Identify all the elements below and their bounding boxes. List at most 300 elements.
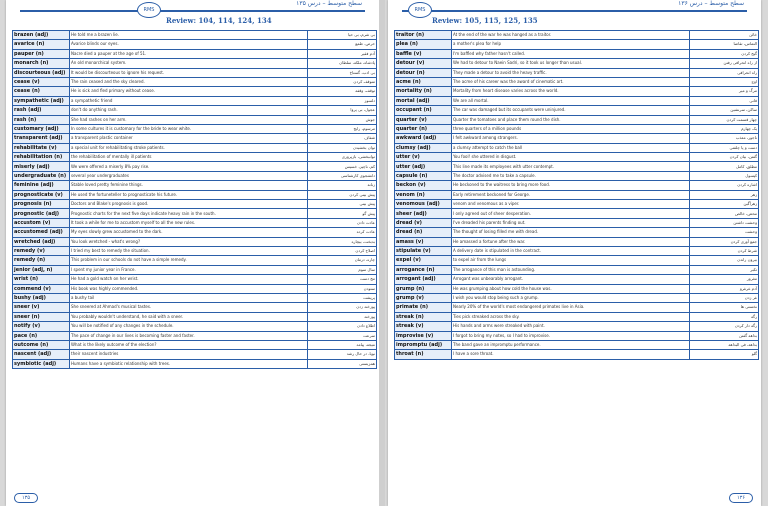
persian-meaning: گفتن، بیان کردن	[690, 153, 759, 162]
example-sentence: Early retirement beckoned for George.	[452, 190, 690, 199]
persian-meaning: کم، ناچیز، خسیس	[308, 162, 377, 171]
example-sentence: a clumsy attempt to catch the ball	[452, 143, 690, 152]
persian-meaning: بدبخت، بیچاره	[308, 237, 377, 246]
persian-meaning: پرپشت	[308, 293, 377, 302]
example-sentence: I have a sore throat.	[452, 350, 690, 359]
persian-meaning: غر زدن	[690, 293, 759, 302]
table-row	[395, 284, 759, 293]
persian-meaning: زهرآگین	[690, 200, 759, 209]
vocab-word: bushy (adj)	[13, 293, 70, 302]
table-row	[13, 162, 377, 171]
example-sentence: their nascent industries	[70, 350, 308, 359]
example-sentence: The thought of losing filled me with dread.	[452, 228, 690, 237]
table-row	[395, 200, 759, 209]
table-row	[395, 49, 759, 58]
example-sentence: He is sick and fled primary without cease.	[70, 87, 308, 96]
persian-meaning: اصلاح کردن	[308, 246, 377, 255]
example-sentence: You probably wouldn't understand, he said with a sneer.	[70, 312, 308, 321]
table-row	[395, 40, 759, 49]
vocab-word: capsule (n)	[395, 171, 452, 180]
persian-meaning: عجول، بی پروا	[308, 106, 377, 115]
vocab-word: plea (n)	[395, 40, 452, 49]
vocab-word: grump (n)	[395, 284, 452, 293]
table-row	[395, 340, 759, 349]
vocab-word: clumsy (adj)	[395, 143, 452, 152]
vocab-word: amass (v)	[395, 237, 452, 246]
persian-meaning: ستودن	[308, 284, 377, 293]
vocab-word: detour (n)	[395, 68, 452, 77]
persian-meaning: پیش گو	[308, 209, 377, 218]
lesson-title: سطح متوسط – درس ۱۳۵	[293, 0, 365, 7]
vocab-word: customary (adj)	[13, 124, 70, 133]
persian-meaning: بداهه گفتن	[690, 331, 759, 340]
example-sentence: They made a detour to avoid the heavy traffic.	[452, 68, 690, 77]
persian-meaning: زنانه	[308, 181, 377, 190]
vocab-word: grump (v)	[395, 293, 452, 302]
vocab-word: wretched (adj)	[13, 237, 70, 246]
vocab-word: cease (n)	[13, 87, 70, 96]
vocab-word: feminine (adj)	[13, 181, 70, 190]
example-sentence: You fool! she uttered in disgust.	[452, 153, 690, 162]
example-sentence: a sympathetic friend	[70, 96, 308, 105]
example-sentence: I've dreaded his parents finding out.	[452, 218, 690, 227]
vocab-word: notify (v)	[13, 322, 70, 331]
table-row	[395, 322, 759, 331]
persian-meaning: پوزخند زدن	[308, 303, 377, 312]
persian-meaning: دانشجوی کارشناسی	[308, 171, 377, 180]
table-row	[13, 40, 377, 49]
vocab-word: wrist (n)	[13, 275, 70, 284]
example-sentence: His book was highly commended.	[70, 284, 308, 293]
vocab-word: utter (v)	[395, 153, 452, 162]
vocab-word: outcome (n)	[13, 340, 70, 349]
persian-meaning: بی ادب، گستاخ	[308, 68, 377, 77]
persian-meaning: آدم غرغرو	[690, 284, 759, 293]
vocab-word: cease (v)	[13, 77, 70, 86]
persian-meaning: پوزخند	[308, 312, 377, 321]
persian-meaning: پیش بینی کردن	[308, 190, 377, 199]
logo-badge: RMS	[408, 2, 432, 18]
vocab-word: sympathetic (adj)	[13, 96, 70, 105]
vocab-word: sheer (adj)	[395, 209, 452, 218]
example-sentence: I only agreed out of sheer desperation.	[452, 209, 690, 218]
vocab-word: prognosis (n)	[13, 200, 70, 209]
vocab-word: dread (v)	[395, 218, 452, 227]
example-sentence: This problem in our schools do not have a simple remedy.	[70, 256, 308, 265]
vocab-word: accustomed (adj)	[13, 228, 70, 237]
persian-meaning: عادت دادن	[308, 218, 377, 227]
vocab-word: traitor (n)	[395, 31, 452, 40]
persian-meaning: تکبر	[690, 265, 759, 274]
persian-meaning: اشاره کردن	[690, 181, 759, 190]
table-row	[395, 77, 759, 86]
example-sentence: the rehabilitation of mentally ill patients	[70, 153, 308, 162]
persian-meaning: یک چهارم	[690, 124, 759, 133]
example-sentence: We are all mortal.	[452, 96, 690, 105]
example-sentence: The pace of change in our lives is becoming faster and faster.	[70, 331, 308, 340]
table-row	[395, 275, 759, 284]
persian-meaning: وحشت	[690, 228, 759, 237]
persian-meaning: دست و پا چلفتی	[690, 143, 759, 152]
example-sentence: a transparent plastic container	[70, 134, 308, 143]
persian-meaning: همزیستی	[308, 359, 377, 368]
example-sentence: The acme of his career was the award of cinematic art.	[452, 77, 690, 86]
persian-meaning: اطلاع دادن	[308, 322, 377, 331]
persian-meaning: رگه	[690, 312, 759, 321]
persian-meaning: راه انحرافی	[690, 68, 759, 77]
example-sentence: I forgot to bring my notes, so I had to improvise.	[452, 331, 690, 340]
vocab-word: brazen (adj)	[13, 31, 70, 40]
table-row	[13, 87, 377, 96]
example-sentence: She sneered at Ahmad's musical tastes.	[70, 303, 308, 312]
example-sentence: Quarter the tomatoes and place them round the dish.	[452, 115, 690, 124]
example-sentence: A delivery date is stipulated in the contract.	[452, 246, 690, 255]
example-sentence: In some cultures it is customary for the bride to wear white.	[70, 124, 308, 133]
persian-meaning: بی شرم، بی حیا	[308, 31, 377, 40]
lesson-title: سطح متوسط – درس ۱۳۶	[675, 0, 747, 7]
persian-meaning: نتیجه، پیامد	[308, 340, 377, 349]
example-sentence: several year undergraduates	[70, 171, 308, 180]
persian-meaning: گیج کردن	[690, 49, 759, 58]
vocab-word: throat (n)	[395, 350, 452, 359]
table-row	[13, 77, 377, 86]
vocab-word: expel (v)	[395, 256, 452, 265]
table-row	[395, 134, 759, 143]
table-row	[13, 284, 377, 293]
vocab-word: rash (adj)	[13, 106, 70, 115]
vocab-word: baffle (v)	[395, 49, 452, 58]
example-sentence: We were offered a miserly 8% pay rise.	[70, 162, 308, 171]
persian-meaning: دلسوز	[308, 96, 377, 105]
table-row	[13, 49, 377, 58]
table-row	[395, 153, 759, 162]
header-rule	[402, 10, 747, 12]
persian-meaning: مطلق، کامل	[690, 162, 759, 171]
table-row	[13, 350, 377, 359]
example-sentence: He was grumping about how cold the house was.	[452, 284, 690, 293]
persian-meaning: اوج	[690, 77, 759, 86]
example-sentence: At the end of the war he was hanged as a traitor.	[452, 31, 690, 40]
vocab-word: rehabilitation (n)	[13, 153, 70, 162]
vocab-word: dread (n)	[395, 228, 452, 237]
persian-meaning: نخستی ها	[690, 303, 759, 312]
persian-meaning: سرعت	[308, 331, 377, 340]
example-sentence: He told me a brazen lie.	[70, 31, 308, 40]
example-sentence: venom and venomous as a viper.	[452, 200, 690, 209]
persian-meaning: بداهه، فی البداهه	[690, 340, 759, 349]
vocab-word: nascent (adj)	[13, 350, 70, 359]
table-row	[395, 181, 759, 190]
page-number: ۱۳۶	[729, 493, 753, 503]
vocab-word: streak (n)	[395, 312, 452, 321]
example-sentence: Mortality from heart disease varies across the world.	[452, 87, 690, 96]
example-sentence: I tried my best to remedy the situation.	[70, 246, 308, 255]
vocab-word: streak (v)	[395, 322, 452, 331]
table-row	[395, 106, 759, 115]
table-row	[13, 218, 377, 227]
persian-meaning: نوپا، در حال رشد	[308, 350, 377, 359]
table-row	[395, 293, 759, 302]
table-row	[395, 303, 759, 312]
persian-meaning: جمع آوری کردن	[690, 237, 759, 246]
persian-meaning: کپسول	[690, 171, 759, 180]
page-number: ۱۳۵	[14, 493, 38, 503]
vocab-word: venomous (adj)	[395, 200, 452, 209]
table-row	[13, 171, 377, 180]
table-row	[395, 331, 759, 340]
example-sentence: Avarice blinds our eyes.	[70, 40, 308, 49]
vocab-word: accustom (v)	[13, 218, 70, 227]
table-row	[395, 246, 759, 255]
table-row	[395, 209, 759, 218]
example-sentence: Stable loved pretty feminine things.	[70, 181, 308, 190]
persian-meaning: متوقف کردن	[308, 77, 377, 86]
vocab-word: commend (v)	[13, 284, 70, 293]
example-sentence: The rain ceased and the sky cleared.	[70, 77, 308, 86]
vocab-word: quarter (n)	[395, 124, 452, 133]
table-row	[395, 143, 759, 152]
example-sentence: three quarters of a million pounds	[452, 124, 690, 133]
table-row	[13, 340, 377, 349]
vocab-word: mortal (adj)	[395, 96, 452, 105]
table-row	[13, 275, 377, 284]
table-row	[13, 143, 377, 152]
table-row	[395, 68, 759, 77]
persian-meaning: جوش	[308, 115, 377, 124]
example-sentence: He had a gold watch on her wrist.	[70, 275, 308, 284]
example-sentence: a special unit for rehabilitating stroke patients.	[70, 143, 308, 152]
table-row	[13, 115, 377, 124]
example-sentence: I spent my junior year in France.	[70, 265, 308, 274]
logo-badge: RMS	[137, 2, 161, 18]
persian-meaning: گلو	[690, 350, 759, 359]
example-sentence: You look wretched - what's wrong?	[70, 237, 308, 246]
example-sentence: An old monarchical system.	[70, 59, 308, 68]
vocab-word: jenior (adj, n)	[13, 265, 70, 274]
example-sentence: He amassed a fortune after the war.	[452, 237, 690, 246]
table-row	[395, 115, 759, 124]
table-row	[13, 293, 377, 302]
persian-meaning: خائن	[690, 31, 759, 40]
table-row	[395, 256, 759, 265]
example-sentence: a mother's plea for help	[452, 40, 690, 49]
scrollbar[interactable]	[379, 0, 385, 506]
table-row	[395, 59, 759, 68]
example-sentence: The arrogance of this man is astounding.	[452, 265, 690, 274]
vocab-word: miserly (adj)	[13, 162, 70, 171]
example-sentence: He beckoned to the waitress to bring more food.	[452, 181, 690, 190]
persian-meaning: پیش بینی	[308, 200, 377, 209]
vocab-word: arrogance (n)	[395, 265, 452, 274]
vocab-word: monarch (n)	[13, 59, 70, 68]
table-row	[395, 124, 759, 133]
table-row	[13, 312, 377, 321]
persian-meaning: محض، خالص	[690, 209, 759, 218]
persian-meaning: فانی	[690, 96, 759, 105]
vocab-word: venom (n)	[395, 190, 452, 199]
table-row	[395, 312, 759, 321]
example-sentence: I felt awkward among strangers.	[452, 134, 690, 143]
vocab-word: sneer (v)	[13, 303, 70, 312]
vocab-word: impromptu (adj)	[395, 340, 452, 349]
table-row	[395, 218, 759, 227]
table-row	[395, 228, 759, 237]
persian-meaning: مرسوم، رایج	[308, 124, 377, 133]
table-row	[395, 31, 759, 40]
vocab-word: prognosticate (v)	[13, 190, 70, 199]
example-sentence: What is the likely outcome of the election?	[70, 340, 308, 349]
vocab-word: acme (n)	[395, 77, 452, 86]
vocab-word: avarice (n)	[13, 40, 70, 49]
table-row	[395, 237, 759, 246]
persian-meaning: چاره، درمان	[308, 256, 377, 265]
example-sentence: It took a while for me to accustom myself to all the new rules.	[70, 218, 308, 227]
vocab-word: improvise (v)	[395, 331, 452, 340]
persian-meaning: توانبخشی، بازپروری	[308, 153, 377, 162]
table-row	[13, 200, 377, 209]
vocab-word: pace (n)	[13, 331, 70, 340]
example-sentence: to expel air from the lungs	[452, 256, 690, 265]
table-row	[395, 87, 759, 96]
persian-meaning: مرگ و میر	[690, 87, 759, 96]
persian-meaning: چهار قسمت کردن	[690, 115, 759, 124]
persian-meaning: آدم فقیر	[308, 49, 377, 58]
persian-meaning: حرص، طمع	[308, 40, 377, 49]
table-row	[13, 124, 377, 133]
persian-meaning: از راه انحرافی رفتن	[690, 59, 759, 68]
table-row	[395, 350, 759, 359]
page-header	[388, 0, 761, 28]
vocab-word: beckon (v)	[395, 181, 452, 190]
vocab-table	[12, 30, 377, 369]
example-sentence: I wish you would stop being such a grump.	[452, 293, 690, 302]
example-sentence: You will be notified of any changes in the schedule.	[70, 322, 308, 331]
persian-meaning: عادت کرده	[308, 228, 377, 237]
example-sentence: She had rashes on her arm.	[70, 115, 308, 124]
example-sentence: I'm baffled why father hasn't called.	[452, 49, 690, 58]
review-line: Review: 104, 114, 124, 134	[166, 16, 272, 25]
table-row	[13, 256, 377, 265]
table-row	[395, 190, 759, 199]
vocab-word: utter (adj)	[395, 162, 452, 171]
vocab-word: remedy (n)	[13, 256, 70, 265]
vocab-word: symbiotic (adj)	[13, 359, 70, 368]
table-row	[13, 237, 377, 246]
table-row	[13, 153, 377, 162]
vocab-word: arrogant (adj)	[395, 275, 452, 284]
vocab-word: transparent (adj)	[13, 134, 70, 143]
table-row	[13, 322, 377, 331]
table-row	[13, 96, 377, 105]
example-sentence: a bushy tail	[70, 293, 308, 302]
table-row	[13, 134, 377, 143]
example-sentence: He used the fortuneteller to prognosticate his future.	[70, 190, 308, 199]
table-row	[13, 303, 377, 312]
table-row	[13, 265, 377, 274]
example-sentence: Prognostic charts for the next five days indicate heavy rain in the south.	[70, 209, 308, 218]
persian-meaning: شفاف	[308, 134, 377, 143]
table-row	[13, 209, 377, 218]
vocab-word: undergraduate (n)	[13, 171, 70, 180]
review-line: Review: 105, 115, 125, 135	[432, 16, 538, 25]
example-sentence: Ties pick streaked across the sky.	[452, 312, 690, 321]
example-sentence: Nearly 20% of the world's most endangered primates live in Asia.	[452, 303, 690, 312]
table-row	[13, 359, 377, 368]
example-sentence: The band gave an impromptu performance.	[452, 340, 690, 349]
persian-meaning: توان بخشیدن	[308, 143, 377, 152]
table-row	[13, 181, 377, 190]
table-row	[13, 246, 377, 255]
table-row	[13, 331, 377, 340]
example-sentence: Doctors and Blake's prognosis is good.	[70, 200, 308, 209]
persian-meaning: پادشاه، ملکه، سلطان	[308, 59, 377, 68]
persian-meaning: توقف، وقفه	[308, 87, 377, 96]
example-sentence: The doctor advised me to take a capsule.	[452, 171, 690, 180]
example-sentence: Nacre died a pauper at the age of 51.	[70, 49, 308, 58]
persian-meaning: التماس، تقاضا	[690, 40, 759, 49]
example-sentence: His hands and arms were streaked with paint.	[452, 322, 690, 331]
vocab-word: pauper (n)	[13, 49, 70, 58]
example-sentence: Humans have a symbiotic relationship with trees.	[70, 359, 308, 368]
vocab-word: rash (n)	[13, 115, 70, 124]
persian-meaning: زهر	[690, 190, 759, 199]
persian-meaning: ساکن، سرنشین	[690, 106, 759, 115]
table-row	[13, 190, 377, 199]
table-row	[395, 96, 759, 105]
table-row	[395, 162, 759, 171]
vocab-table	[394, 30, 759, 360]
vocab-word: stipulate (v)	[395, 246, 452, 255]
page-header	[6, 0, 379, 28]
vocab-word: sneer (n)	[13, 312, 70, 321]
example-sentence: don't do anything rash.	[70, 106, 308, 115]
example-sentence: We had to detour to Naein Sadri, so it took us longer than usual.	[452, 59, 690, 68]
page-right	[388, 0, 761, 506]
persian-meaning: وحشت داشتن	[690, 218, 759, 227]
vocab-word: occupant (n)	[395, 106, 452, 115]
persian-meaning: رگه دار کردن	[690, 322, 759, 331]
persian-meaning: ناجور، معذب	[690, 134, 759, 143]
table-row	[13, 59, 377, 68]
vocab-word: quarter (v)	[395, 115, 452, 124]
table-row	[395, 171, 759, 180]
example-sentence: The car was damaged but its occupants were uninjured.	[452, 106, 690, 115]
vocab-word: mortality (n)	[395, 87, 452, 96]
example-sentence: It would be discourteous to ignore his request.	[70, 68, 308, 77]
example-sentence: This line made its employees with utter contempt.	[452, 162, 690, 171]
persian-meaning: شرط کردن	[690, 246, 759, 255]
vocab-word: discourteous (adj)	[13, 68, 70, 77]
page-left	[6, 0, 379, 506]
vocab-word: rehabilitate (v)	[13, 143, 70, 152]
table-row	[13, 31, 377, 40]
persian-meaning: مچ دست	[308, 275, 377, 284]
table-row	[395, 265, 759, 274]
table-row	[13, 106, 377, 115]
table-row	[13, 68, 377, 77]
vocab-word: awkward (adj)	[395, 134, 452, 143]
example-sentence: Arrogant was unbearably arrogant.	[452, 275, 690, 284]
vocab-word: detour (v)	[395, 59, 452, 68]
persian-meaning: بیرون راندن	[690, 256, 759, 265]
persian-meaning: مغرور	[690, 275, 759, 284]
example-sentence: My eyes slowly grew accustomed to the dark.	[70, 228, 308, 237]
table-row	[13, 228, 377, 237]
header-rule	[20, 10, 365, 12]
vocab-word: primate (n)	[395, 303, 452, 312]
vocab-word: prognostic (adj)	[13, 209, 70, 218]
vocab-word: remedy (v)	[13, 246, 70, 255]
